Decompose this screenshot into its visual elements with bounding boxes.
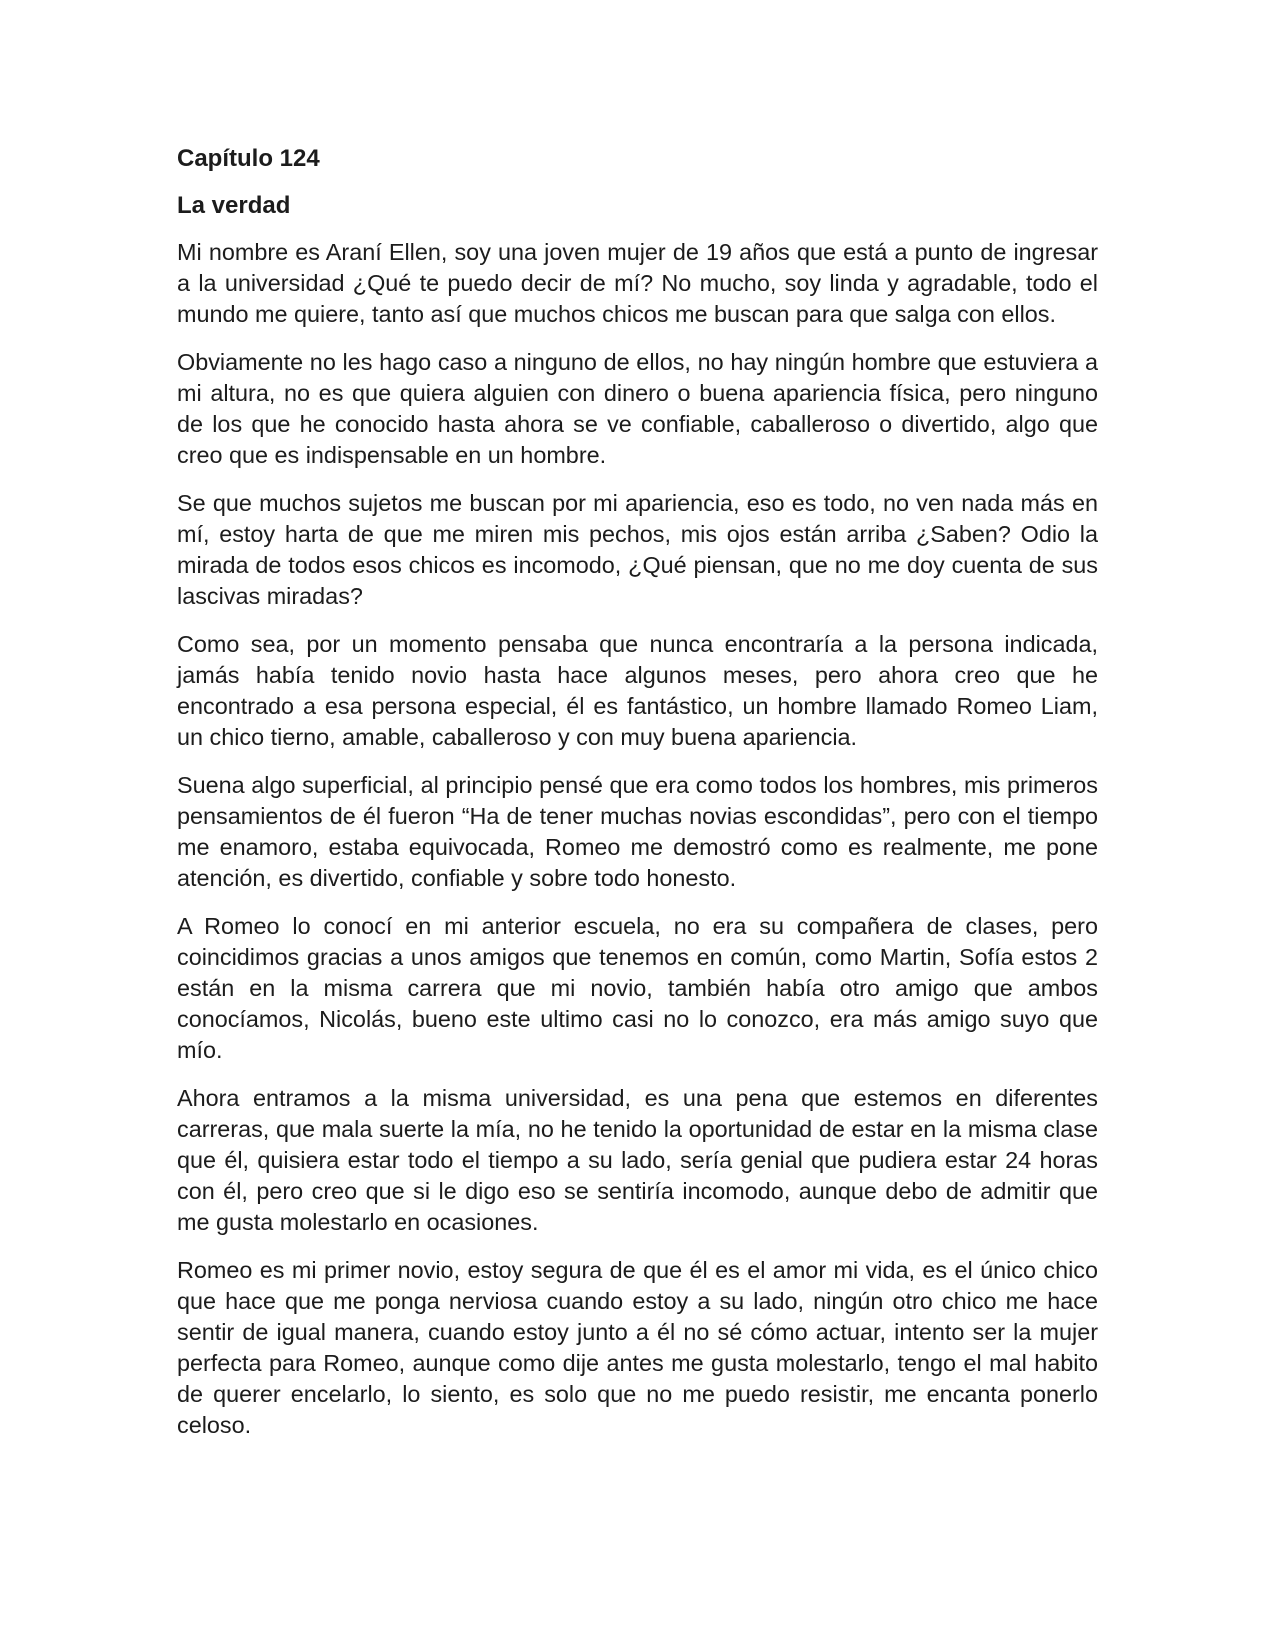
paragraph-1: Mi nombre es Araní Ellen, soy una joven mujer de 19 años que está a punto de ingresar a la universidad ¿Qué te puedo decir de mí? No mucho, soy linda y agradable, todo el mundo me quiere, tanto así que muchos chicos me buscan para que salga con ellos. [177, 239, 1098, 327]
paragraph-2: Obviamente no les hago caso a ninguno de ellos, no hay ningún hombre que estuviera a mi altura, no es que quiera alguien con dinero o buena apariencia física, pero ninguno de los que he conocido hasta ahora se ve confiable, caballeroso o divertido, algo que creo que es indispensable en un hombre. [177, 349, 1098, 468]
chapter-title: La verdad [177, 192, 291, 219]
paragraph-7: Ahora entramos a la misma universidad, es una pena que estemos en diferentes carreras, que mala suerte la mía, no he tenido la oportunidad de estar en la misma clase que él, quisiera estar todo el tiempo a su lado, sería genial que pudiera estar 24 horas con él, pero creo que si le digo eso se sentiría incomodo, aunque debo de admitir que me gusta molestarlo en ocasiones. [177, 1085, 1098, 1235]
paragraph-6: A Romeo lo conocí en mi anterior escuela, no era su compañera de clases, pero coincidimos gracias a unos amigos que tenemos en común, como Martin, Sofía estos 2 están en la misma carrera que mi novio, también había otro amigo que ambos conocíamos, Nicolás, bueno este ultimo casi no lo conozco, era más amigo suyo que mío. [177, 913, 1098, 1063]
paragraph-8: Romeo es mi primer novio, estoy segura de que él es el amor mi vida, es el único chico que hace que me ponga nerviosa cuando estoy a su lado, ningún otro chico me hace sentir de igual manera, cuando estoy junto a él no sé cómo actuar, intento ser la mujer perfecta para Romeo, aunque como dije antes me gusta molestarlo, tengo el mal habito de querer encelarlo, lo siento, es solo que no me puedo resistir, me encanta ponerlo celoso. [177, 1257, 1098, 1438]
document-page [177, 143, 1098, 1458]
paragraph-4: Como sea, por un momento pensaba que nunca encontraría a la persona indicada, jamás había tenido novio hasta hace algunos meses, pero ahora creo que he encontrado a esa persona especial, él es fantástico, un hombre llamado Romeo Liam, un chico tierno, amable, caballeroso y con muy buena apariencia. [177, 631, 1098, 750]
chapter-number: Capítulo 124 [177, 145, 320, 172]
paragraph-3: Se que muchos sujetos me buscan por mi apariencia, eso es todo, no ven nada más en mí, estoy harta de que me miren mis pechos, mis ojos están arriba ¿Saben? Odio la mirada de todos esos chicos es incomodo, ¿Qué piensan, que no me doy cuenta de sus lascivas miradas? [177, 490, 1098, 609]
paragraph-5: Suena algo superficial, al principio pensé que era como todos los hombres, mis primeros pensamientos de él fueron “Ha de tener muchas novias escondidas”, pero con el tiempo me enamoro, estaba equivocada, Romeo me demostró como es realmente, me pone atención, es divertido, confiable y sobre todo honesto. [177, 772, 1098, 891]
